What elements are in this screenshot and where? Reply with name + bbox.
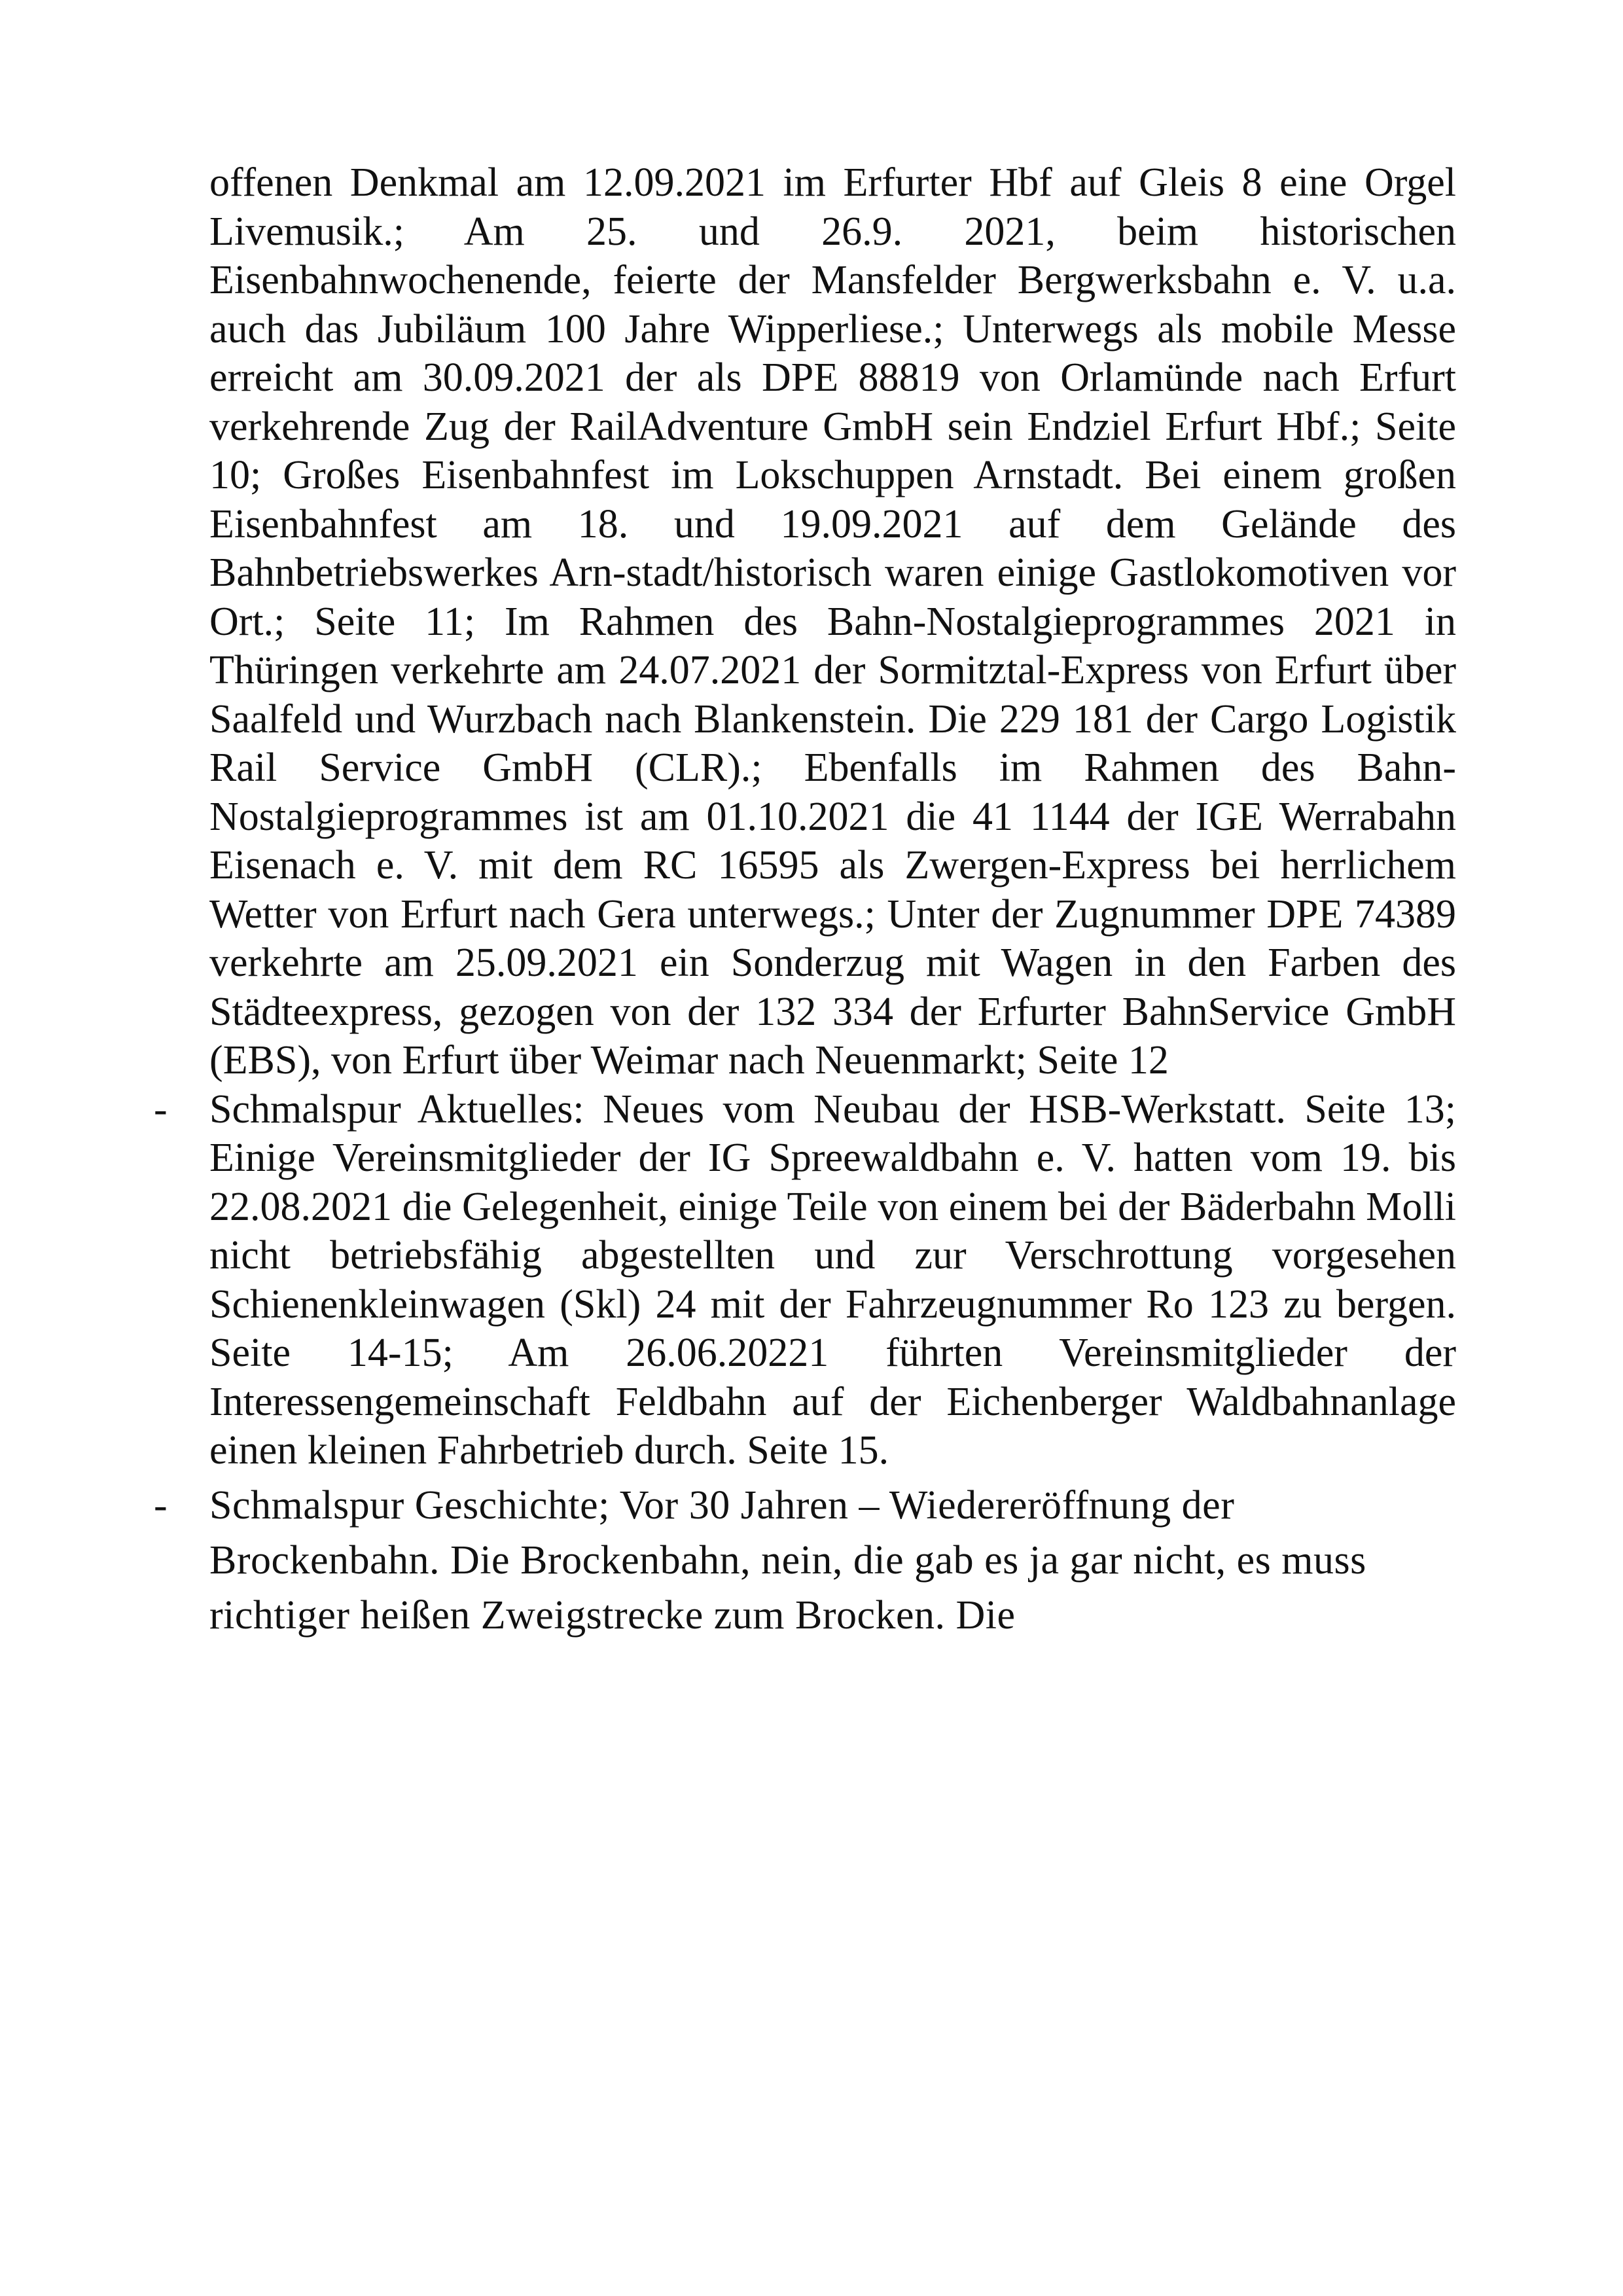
paragraph-continued: offenen Denkmal am 12.09.2021 im Erfurter Hbf auf Gleis 8 eine Orgel Livemusik.; Am 25. und 26.9. 2021, beim historischen Eisenbahnwochenende, feierte der Mansfelder Bergwerksbahn e. V. u.a. auch das Jubiläum 100 Jahre Wipperliese.; Unterwegs als mobile Messe erreicht am 30.09.2021 der als DPE 88819 von Orlamünde nach Erfurt verkehrende Zug der RailAdventure GmbH sein Endziel Erfurt Hbf.; Seite 10; Großes Eisenbahnfest im Lokschuppen Arnstadt. Bei einem großen Eisenbahnfest am 18. und 19.09.2021 auf dem Gelände des Bahnbetriebswerkes Arn-stadt/historisch waren einige Gastlokomotiven vor Ort.; Seite 11; Im Rahmen des Bahn-Nostalgieprogrammes 2021 in Thüringen verkehrte am 24.07.2021 der Sormitztal-Express von Erfurt über Saalfeld und Wurzbach nach Blankenstein. Die 229 181 der Cargo Logistik Rail Service GmbH (CLR).; Ebenfalls im Rahmen des Bahn-Nostalgieprogrammes ist am 01.10.2021 die 41 1144 der IGE Werrabahn Eisenach e. V. mit dem RC 16595 als Zwergen-Express bei herrlichem Wetter von Erfurt nach Gera unterwegs.; Unter der Zugnummer DPE 74389 verkehrte am 25.09.2021 ein Sonderzug mit Wagen in den Farben des Städteexpress, gezogen von der 132 334 der Erfurter BahnService GmbH (EBS), von Erfurt über Weimar nach Neuenmarkt; Seite 12	[209, 160, 1456, 1083]
list-item-text: Schmalspur Geschichte; Vor 30 Jahren – Wiedereröffnung der Brockenbahn. Die Brockenbahn, nein, die gab es ja gar nicht, es muss richtiger heißen Zweigstrecke zum Brocken. Die	[209, 1482, 1366, 1638]
list-bullet: -	[154, 1482, 168, 1528]
list-item-schmalspur-aktuelles	[154, 1085, 1456, 1475]
body-text	[154, 158, 1456, 1643]
list-bullet: -	[154, 1086, 168, 1132]
list-item-text: Schmalspur Aktuelles: Neues vom Neubau der HSB-Werkstatt. Seite 13; Einige Vereinsmitglieder der IG Spreewaldbahn e. V. hatten vom 19. bis 22.08.2021 die Gelegenheit, einige Teile von einem bei der Bäderbahn Molli nicht betriebsfähig abgestellten und zur Verschrottung vorgesehen Schienenkleinwagen (Skl) 24 mit der Fahrzeugnummer Ro 123 zu bergen. Seite 14-15; Am 26.06.20221 führten Vereinsmitglieder der Interessengemeinschaft Feldbahn auf der Eichenberger Waldbahnanlage einen kleinen Fahrbetrieb durch. Seite 15.	[209, 1086, 1456, 1473]
list-item-schmalspur-geschichte	[154, 1478, 1456, 1643]
